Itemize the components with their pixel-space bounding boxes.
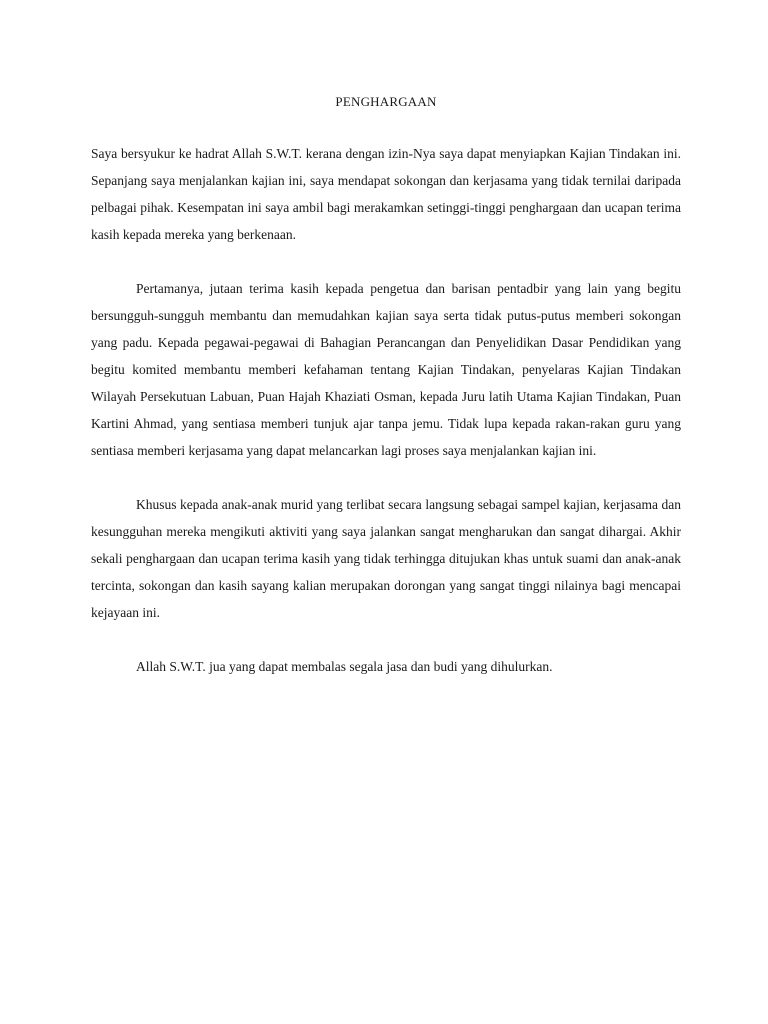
page-title: PENGHARGAAN [335,94,437,109]
paragraph-students-family: Khusus kepada anak-anak murid yang terlibat secara langsung sebagai sampel kajian, kerjasama dan kesungguhan mereka mengikuti aktiviti yang saya jalankan sangat mengharukan dan sangat dihargai. Akhir sekali penghargaan dan ucapan terima kasih yang tidak terhingga ditujukan khas untuk suami dan anak-anak tercinta, sokongan dan kasih sayang kalian merupakan dorongan yang sangat tinggi nilainya bagi mencapai kejayaan ini. [91,497,681,620]
paragraph-intro: Saya bersyukur ke hadrat Allah S.W.T. kerana dengan izin-Nya saya dapat menyiapkan Kajian Tindakan ini. Sepanjang saya menjalankan kajian ini, saya mendapat sokongan dan kerjasama yang tidak ternilai daripada pelbagai pihak. Kesempatan ini saya ambil bagi merakamkan setinggi-tinggi penghargaan dan ucapan terima kasih kepada mereka yang berkenaan. [91,146,681,242]
paragraph-administrators: Pertamanya, jutaan terima kasih kepada pengetua dan barisan pentadbir yang lain yang begitu bersungguh-sungguh membantu dan memudahkan kajian saya serta tidak putus-putus memberi sokongan yang padu. Kepada pegawai-pegawai di Bahagian Perancangan dan Penyelidikan Dasar Pendidikan yang begitu komited membantu memberi kefahaman tentang Kajian Tindakan, penyelaras Kajian Tindakan Wilayah Persekutuan Labuan, Puan Hajah Khaziati Osman, kepada Juru latih Utama Kajian Tindakan, Puan Kartini Ahmad, yang sentiasa memberi tunjuk ajar tanpa jemu. Tidak lupa kepada rakan-rakan guru yang sentiasa memberi kerjasama yang dapat melancarkan lagi proses saya menjalankan kajian ini. [91,281,681,458]
document-page [91,92,681,707]
paragraph-closing: Allah S.W.T. jua yang dapat membalas segala jasa dan budi yang dihulurkan. [136,659,553,674]
